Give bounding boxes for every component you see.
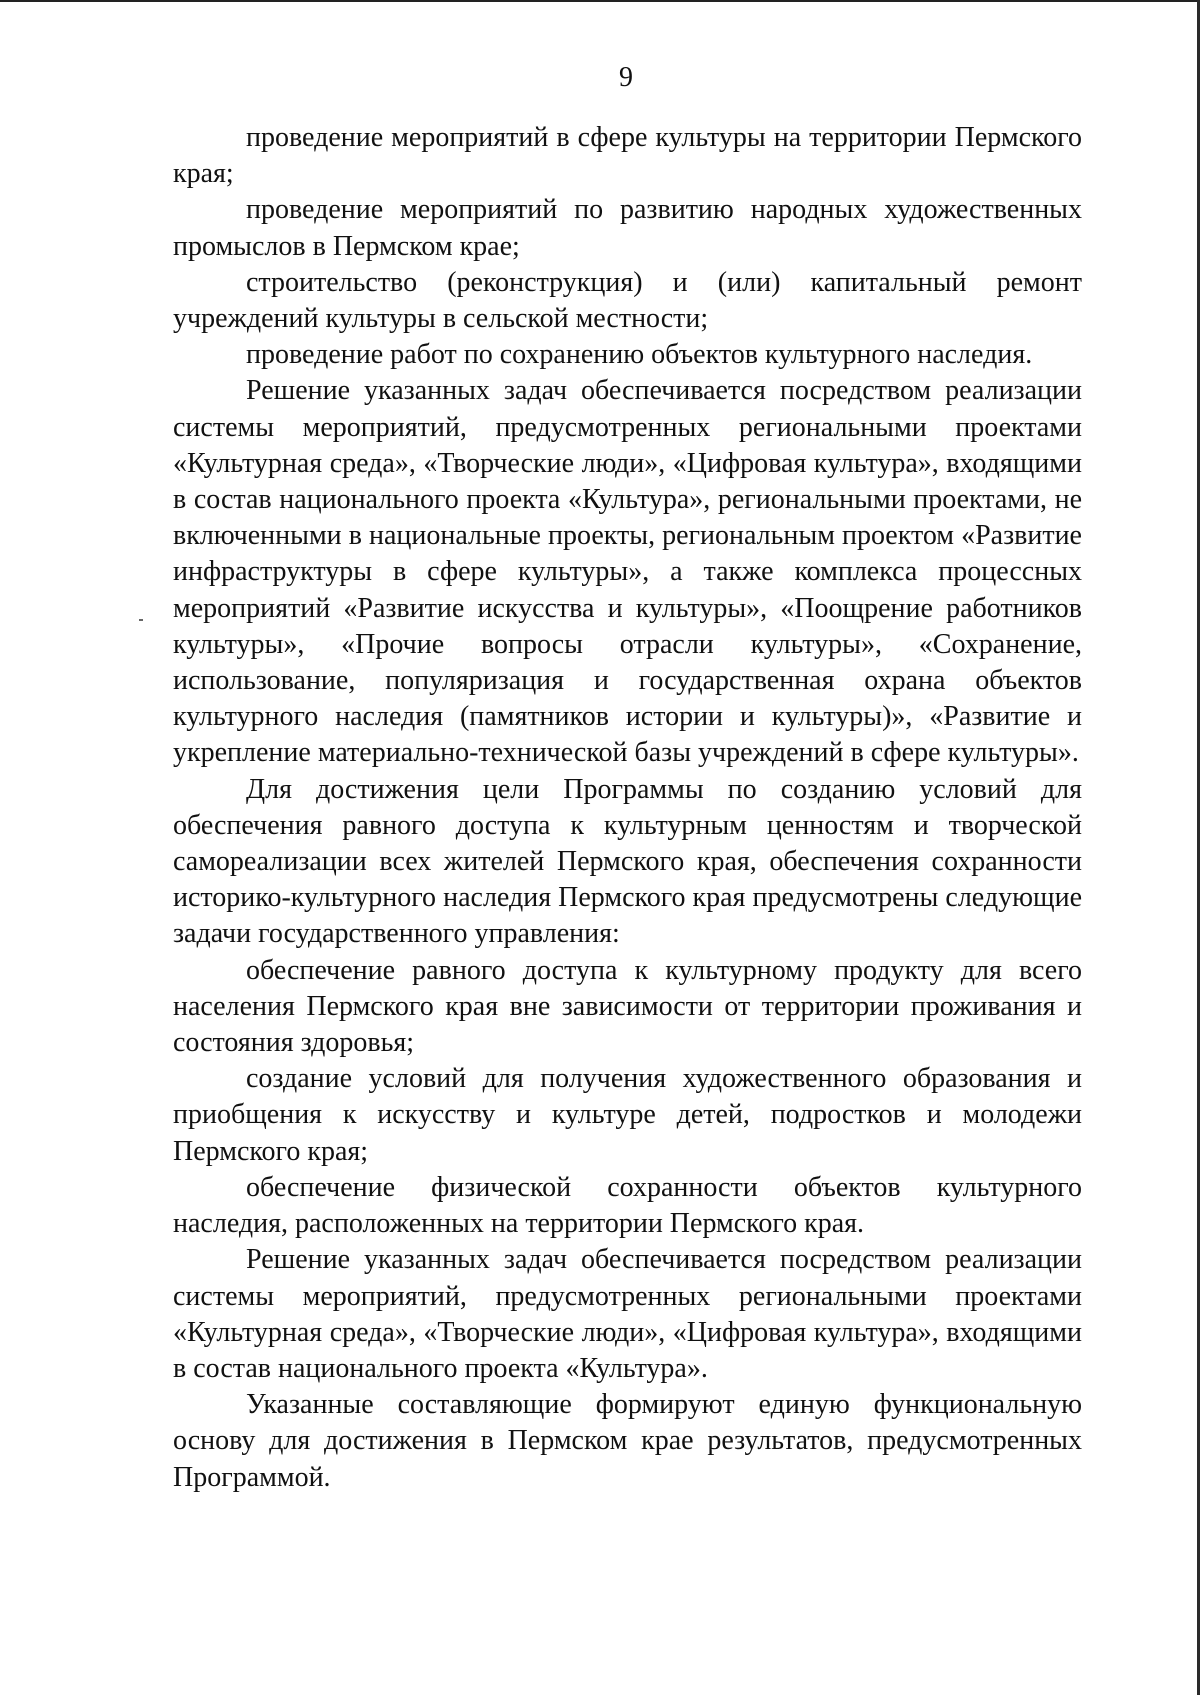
paragraph: создание условий для получения художественного образования и приобщения к искусству и культуре детей, подростков и молодежи Пермского края; (173, 1063, 1082, 1167)
paragraph: обеспечение равного доступа к культурному продукту для всего населения Пермского края вне зависимости от территории проживания и состояния здоровья; (173, 954, 1082, 1059)
paragraph: Решение указанных задач обеспечивается посредством реализации системы мероприятий, предусмотренных региональными проектами «Культурная среда», «Творческие люди», «Цифровая культура», входящими в состав национального проекта «Культура», региональными проектами, не включенными в национальные проекты, региональным проектом «Развитие инфраструктуры в сфере культуры», а также комплекса процессных мероприятий «Развитие искусства и культуры», «Поощрение работников культуры», «Прочие вопросы отрасли культуры», «Сохранение, использование, популяризация и государственная охрана объектов культурного наследия (памятников истории и культуры)», «Развитие и укрепление материально-технической базы учреждений в сфере культуры». (173, 375, 1082, 769)
paragraph: Указанные составляющие формируют единую функциональную основу для достижения в Пермском крае результатов, предусмотренных Программой. (173, 1389, 1082, 1493)
page-number: 9 (619, 62, 633, 93)
paragraph: Решение указанных задач обеспечивается посредством реализации системы мероприятий, предусмотренных региональными проектами «Культурная среда», «Творческие люди», «Цифровая культура», входящими в состав национального проекта «Культура». (173, 1244, 1082, 1384)
paragraph: строительство (реконструкция) и (или) капитальный ремонт учреждений культуры в сельской местности; (173, 266, 1082, 335)
scan-speck (139, 619, 143, 621)
paragraph: проведение мероприятий по развитию народных художественных промыслов в Пермском крае; (173, 194, 1082, 262)
document-body (173, 120, 1082, 1496)
paragraph: Для достижения цели Программы по созданию условий для обеспечения равного доступа к культурным ценностям и творческой самореализации всех жителей Пермского края, обеспечения сохранности историко-культурного наследия Пермского края предусмотрены следующие задачи государственного управления: (173, 773, 1082, 950)
paragraph: проведение работ по сохранению объектов культурного наследия. (246, 339, 1033, 371)
scan-top-edge (0, 0, 1200, 2)
paragraph: проведение мероприятий в сфере культуры на территории Пермского края; (173, 122, 1082, 190)
paragraph: обеспечение физической сохранности объектов культурного наследия, расположенных на территории Пермского края. (173, 1171, 1082, 1240)
